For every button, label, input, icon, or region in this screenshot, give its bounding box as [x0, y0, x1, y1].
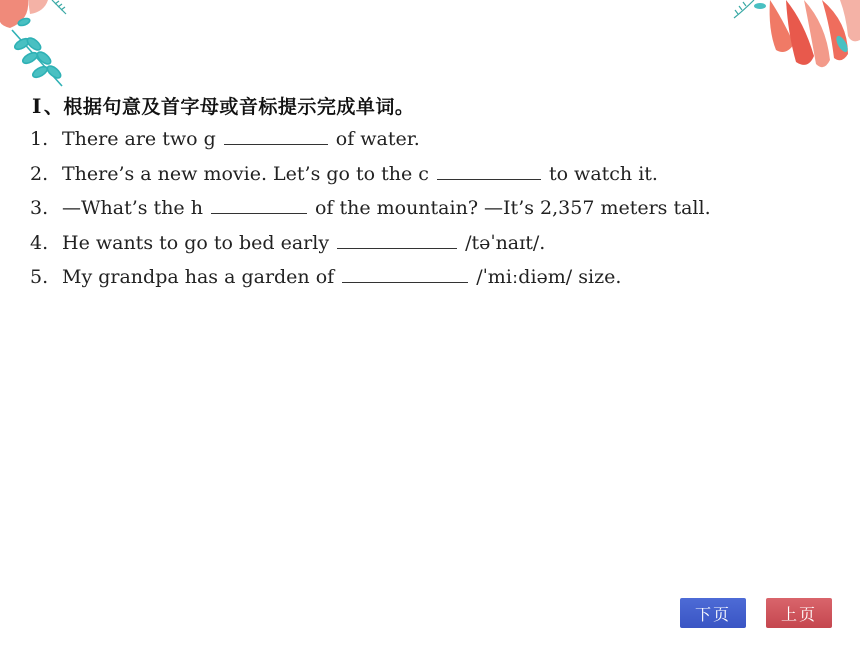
item-text-before: There are two g — [62, 128, 216, 150]
floral-decoration-left — [0, 0, 80, 90]
item-text-before: My grandpa has a garden of — [62, 266, 335, 289]
list-item — [30, 126, 830, 161]
list-item — [30, 230, 830, 265]
list-item — [30, 264, 830, 299]
list-item — [30, 195, 830, 230]
item-text-after: /təˈnaɪt/. — [465, 231, 546, 254]
item-number: 4. — [30, 231, 49, 254]
item-text-after: to watch it. — [548, 162, 658, 185]
section-instruction: 、根据句意及首字母或音标提示完成单词。 — [43, 96, 415, 118]
answer-blank[interactable] — [224, 126, 328, 145]
list-item — [30, 161, 830, 196]
item-text-before: —What’s the h — [62, 197, 203, 220]
item-number: 2. — [30, 162, 49, 185]
previous-page-button[interactable]: 上页 — [766, 598, 832, 628]
answer-blank[interactable] — [337, 230, 457, 249]
item-text-before: There’s a new movie. Let’s go to the c — [62, 162, 429, 185]
item-text-before: He wants to go to bed early — [62, 231, 330, 254]
item-text-after: /ˈmiːdiəm/ size. — [476, 266, 622, 289]
item-number: 5. — [30, 266, 49, 289]
section-heading — [32, 92, 414, 119]
item-text-after: of the mountain? —It’s 2,357 meters tall. — [314, 197, 711, 220]
exercise-list — [30, 126, 830, 299]
answer-blank[interactable] — [342, 264, 468, 283]
item-text-after: of water. — [335, 128, 420, 150]
section-numeral: Ⅰ — [32, 94, 42, 118]
item-number: 3. — [30, 197, 49, 220]
answer-blank[interactable] — [211, 195, 307, 214]
next-page-button[interactable]: 下页 — [680, 598, 746, 628]
floral-decoration-right — [730, 0, 860, 72]
item-number: 1. — [30, 128, 49, 150]
answer-blank[interactable] — [437, 161, 541, 180]
